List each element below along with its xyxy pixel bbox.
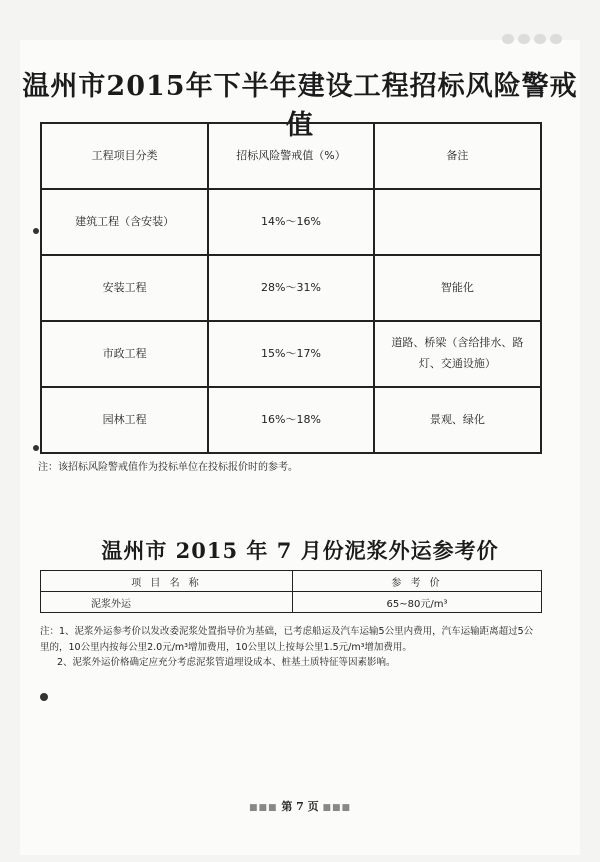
price-note-2: 2、泥浆外运价格确定应充分考虑泥浆管道埋设成本、桩基土质特征等因素影响。 bbox=[57, 657, 396, 669]
cell-category: 市政工程 bbox=[41, 321, 208, 387]
table-row bbox=[41, 387, 541, 453]
table-footnote: 注：该招标风险警戒值作为投标单位在投标报价时的参考。 bbox=[38, 462, 298, 473]
cell-remark bbox=[374, 189, 541, 255]
footer-left-ornament: ■■■ bbox=[248, 803, 278, 813]
header-category: 工程项目分类 bbox=[41, 123, 208, 189]
ink-smudge bbox=[33, 228, 39, 234]
price-note-1: 注：1、泥浆外运参考价以发改委泥浆处置指导价为基础，已考虑船运及汽车运输5公里内费用，汽车运输距离超过5公里的，10公里内按每公里2.0元/m³增加费用，10公里以上按每公里1.5元/m³增加费用。 bbox=[40, 626, 534, 653]
cell-threshold: 14%～16% bbox=[208, 189, 373, 255]
cell-threshold: 15%～17% bbox=[208, 321, 373, 387]
mud-price-table bbox=[40, 570, 542, 613]
cell-item-name: 泥浆外运 bbox=[41, 592, 293, 613]
page-corner-decoration bbox=[502, 34, 562, 44]
section-title: 温州市 2015 年 7 月份泥浆外运参考价 bbox=[101, 538, 499, 563]
table-row bbox=[41, 321, 541, 387]
cell-category: 建筑工程（含安装） bbox=[41, 189, 208, 255]
header-remark: 备注 bbox=[374, 123, 541, 189]
page-number: 第 7 页 bbox=[281, 800, 319, 813]
ink-smudge bbox=[40, 693, 48, 701]
header-threshold: 招标风险警戒值（%） bbox=[208, 123, 373, 189]
cell-remark: 景观、绿化 bbox=[374, 387, 541, 453]
cell-reference-price: 65~80元/m³ bbox=[293, 592, 542, 613]
footer-right-ornament: ■■■ bbox=[322, 803, 352, 813]
page-footer bbox=[0, 798, 600, 814]
risk-threshold-table bbox=[40, 122, 542, 454]
table-header-row bbox=[41, 571, 542, 592]
header-item-name: 项 目 名 称 bbox=[41, 571, 293, 592]
cell-threshold: 28%～31% bbox=[208, 255, 373, 321]
cell-threshold: 16%～18% bbox=[208, 387, 373, 453]
table-header-row bbox=[41, 123, 541, 189]
page-title: 温州市2015年下半年建设工程招标风险警戒值 bbox=[22, 71, 578, 141]
cell-category: 园林工程 bbox=[41, 387, 208, 453]
cell-remark: 道路、桥梁（含给排水、路灯、交通设施） bbox=[374, 321, 541, 387]
price-notes bbox=[40, 624, 542, 671]
cell-category: 安装工程 bbox=[41, 255, 208, 321]
table-row bbox=[41, 592, 542, 613]
header-reference-price: 参 考 价 bbox=[293, 571, 542, 592]
ink-smudge bbox=[33, 445, 39, 451]
table-row bbox=[41, 189, 541, 255]
cell-remark: 智能化 bbox=[374, 255, 541, 321]
table-row bbox=[41, 255, 541, 321]
